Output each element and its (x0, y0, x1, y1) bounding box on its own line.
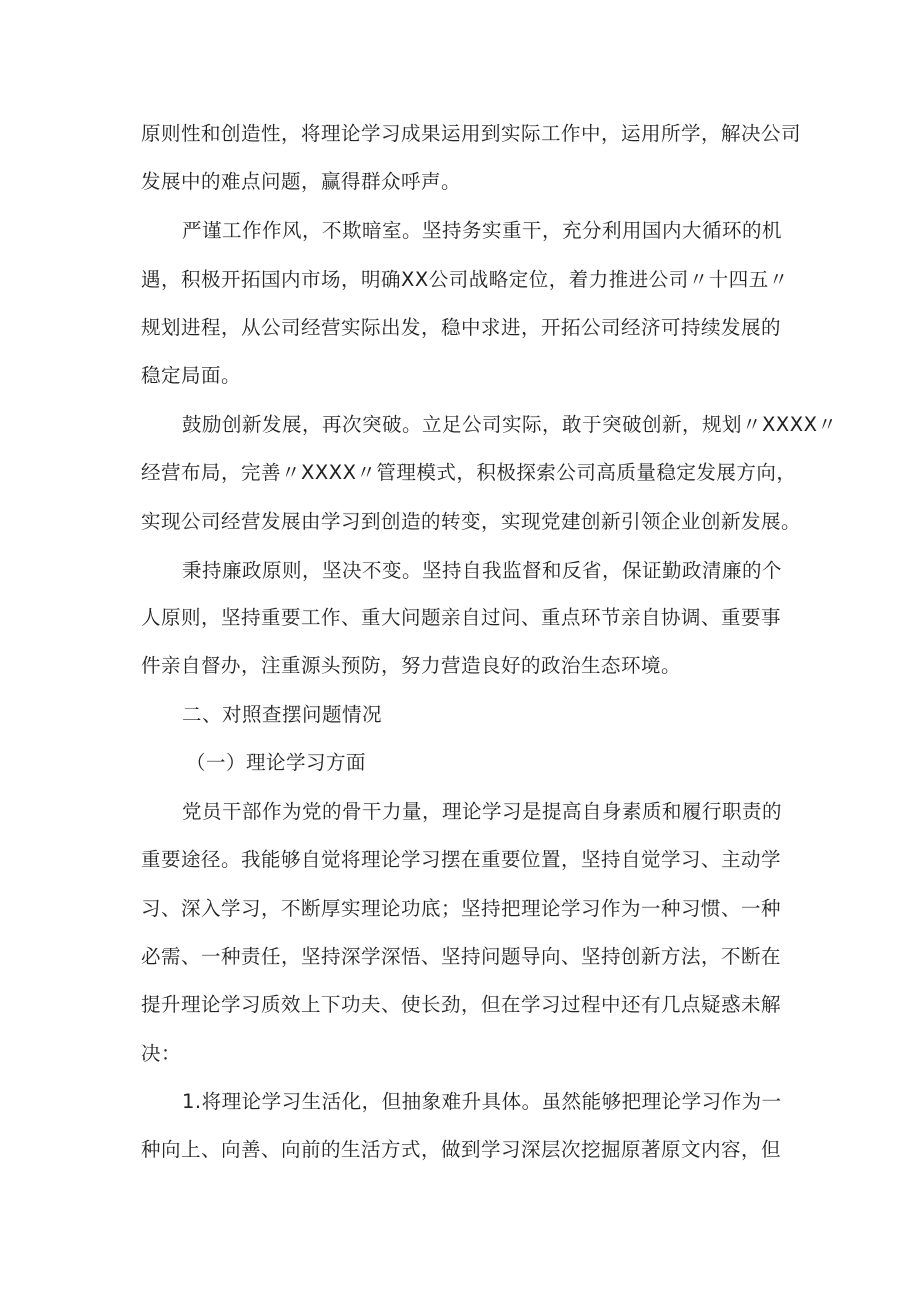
text-line: 遇，积极开拓国内市场，明确XX公司战略定位，着力推进公司〃十四五〃 (141, 268, 789, 291)
text-line: 实现公司经营发展由学习到创造的转变，实现党建创新引领企业创新发展。 (141, 510, 802, 533)
text-line: 习、深入学习，不断厚实理论功底；坚持把理论学习作为一种习惯、一种 (141, 897, 782, 920)
text-line: 党员干部作为党的骨干力量，理论学习是提高自身素质和履行职责的 (182, 800, 783, 823)
text-line: 人原则，坚持重要工作、重大问题亲自过问、重点环节亲自协调、重要事 (141, 606, 782, 629)
text-line: 原则性和创造性，将理论学习成果运用到实际工作中，运用所学，解决公司 (141, 122, 802, 145)
text-line: 规划进程，从公司经营实际出发，稳中求进，开拓公司经济可持续发展的 (141, 316, 782, 339)
text-line: 严谨工作作风，不欺暗室。坚持务实重干，充分利用国内大循环的机 (182, 219, 783, 242)
section-heading: 二、对照查摆问题情况 (182, 703, 383, 726)
text-line: 发展中的难点问题，赢得群众呼声。 (141, 170, 462, 193)
text-line: 种向上、向善、向前的生活方式，做到学习深层次挖掘原著原文内容，但 (141, 1138, 782, 1161)
text-line: 1.将理论学习生活化，但抽象难升具体。虽然能够把理论学习作为一 (182, 1090, 782, 1113)
text-line: 鼓励创新发展，再次突破。立足公司实际，敢于突破创新，规划〃XXXX〃 (182, 413, 838, 436)
text-line: 重要途径。我能够自觉将理论学习摆在重要位置，坚持自觉学习、主动学 (141, 848, 782, 871)
text-line: 稳定局面。 (141, 364, 242, 387)
text-line: 决： (141, 1042, 182, 1065)
text-line: 提升理论学习质效上下功夫、使长劲，但在学习过程中还有几点疑惑未解 (141, 993, 782, 1016)
subsection-heading: （一）理论学习方面 (186, 751, 367, 774)
text-line: 经营布局，完善〃XXXX〃管理模式，积极探索公司高质量稳定发展方向， (141, 461, 797, 484)
text-line: 件亲自督办，注重源头预防，努力营造良好的政治生态环境。 (141, 654, 682, 677)
text-line: 秉持廉政原则，坚决不变。坚持自我监督和反省，保证勤政清廉的个 (182, 559, 783, 582)
text-line: 必需、一种责任，坚持深学深悟、坚持问题导向、坚持创新方法，不断在 (141, 945, 782, 968)
